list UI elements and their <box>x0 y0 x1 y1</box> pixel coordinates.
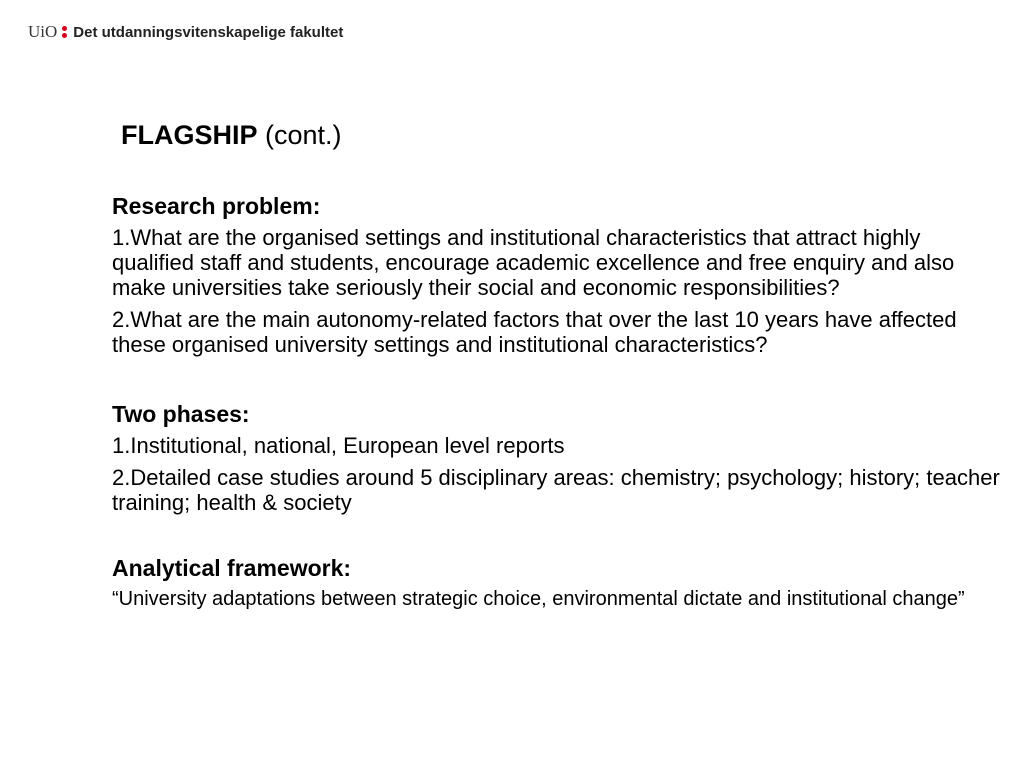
research-problem-heading: Research problem: <box>112 193 321 219</box>
slide-title <box>121 120 342 151</box>
faculty-name: Det utdanningsvitenskapelige fakultet <box>73 23 344 41</box>
phase-1: 1.Institutional, national, European level reports <box>112 433 565 458</box>
slide-title-bold: FLAGSHIP <box>121 120 258 150</box>
slide-header <box>28 20 343 44</box>
uio-logo: UiO <box>28 22 58 41</box>
analytical-framework-heading: Analytical framework: <box>112 555 352 581</box>
phase-2: 2.Detailed case studies around 5 disciplinary areas: chemistry; psychology; history; teacher training; health & society <box>112 465 1000 515</box>
logo-dots-icon <box>62 25 67 39</box>
research-question-2: 2.What are the main autonomy-related factors that over the last 10 years have affected these organised university settings and institutional characteristics? <box>112 307 957 357</box>
slide-content <box>112 192 1007 611</box>
two-phases-heading: Two phases: <box>112 401 250 427</box>
research-question-1: 1.What are the organised settings and institutional characteristics that attract highly qualified staff and students, encourage academic excellence and free enquiry and also make universities take seriously their social and economic responsibilities? <box>112 225 955 300</box>
framework-quote: “University adaptations between strategic choice, environmental dictate and institutional change” <box>112 588 965 610</box>
slide-title-rest: (cont.) <box>257 120 342 150</box>
analytical-framework-section <box>112 554 1007 611</box>
two-phases-section <box>112 400 1007 515</box>
research-problem-section <box>112 192 1007 357</box>
